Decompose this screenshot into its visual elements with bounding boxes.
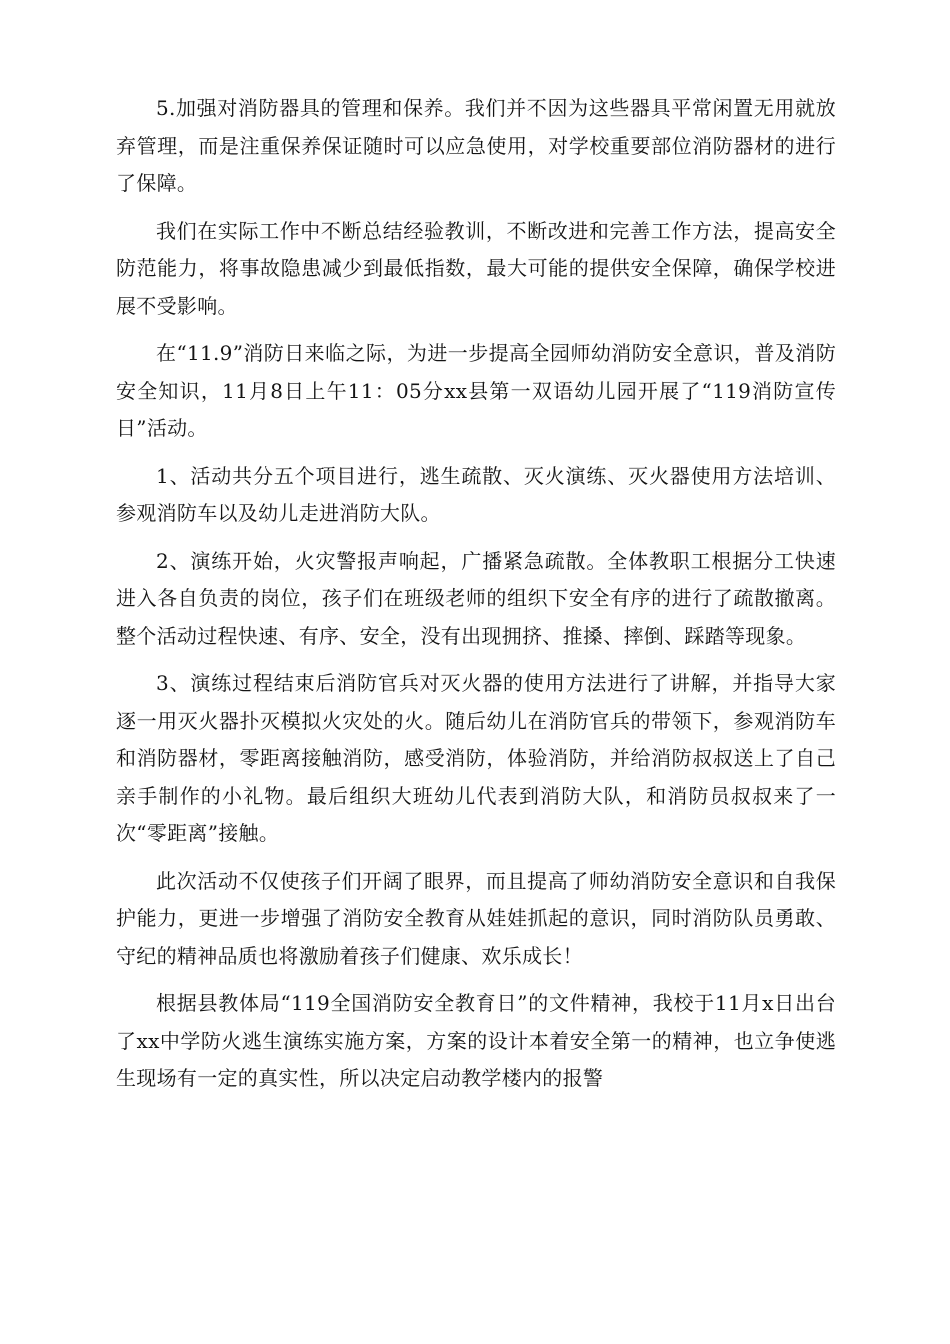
paragraph-8: 根据县教体局“119全国消防安全教育日”的文件精神，我校于11月x日出台了xx中学防火逃生演练实施方案，方案的设计本着安全第一的精神，也立争使逃生现场有一定的真实性，所以决定启动教学楼内的报警 (116, 991, 836, 1090)
document-body (116, 90, 836, 1108)
paragraph-1: 5.加强对消防器具的管理和保养。我们并不因为这些器具平常闲置无用就放弃管理，而是注重保养保证随时可以应急使用，对学校重要部位消防器材的进行了保障。 (116, 96, 836, 195)
paragraph-2: 我们在实际工作中不断总结经验教训，不断改进和完善工作方法，提高安全防范能力，将事故隐患减少到最低指数，最大可能的提供安全保障，确保学校进展不受影响。 (116, 218, 836, 318)
paragraph-3: 在“11.9”消防日来临之际，为进一步提高全园师幼消防安全意识，普及消防安全知识，11月8日上午11：05分xx县第一双语幼儿园开展了“119消防宣传日”活动。 (116, 341, 836, 440)
paragraph-4: 1、活动共分五个项目进行，逃生疏散、灭火演练、灭火器使用方法培训、参观消防车以及幼儿走进消防大队。 (116, 463, 836, 525)
paragraph-7: 此次活动不仅使孩子们开阔了眼界，而且提高了师幼消防安全意识和自我保护能力，更进一步增强了消防安全教育从娃娃抓起的意识，同时消防队员勇敢、守纪的精神品质也将激励着孩子们健康、欢乐成长！ (116, 868, 836, 968)
paragraph-5: 2、演练开始，火灾警报声响起，广播紧急疏散。全体教职工根据分工快速进入各自负责的岗位，孩子们在班级老师的组织下安全有序的进行了疏散撤离。整个活动过程快速、有序、安全，没有出现拥挤、推搡、摔倒、踩踏等现象。 (116, 548, 836, 648)
paragraph-6: 3、演练过程结束后消防官兵对灭火器的使用方法进行了讲解，并指导大家逐一用灭火器扑灭模拟火灾处的火。随后幼儿在消防官兵的带领下，参观消防车和消防器材，零距离接触消防，感受消防，体验消防，并给消防叔叔送上了自己亲手制作的小礼物。最后组织大班幼儿代表到消防大队，和消防员叔叔来了一次“零距离”接触。 (116, 671, 836, 845)
